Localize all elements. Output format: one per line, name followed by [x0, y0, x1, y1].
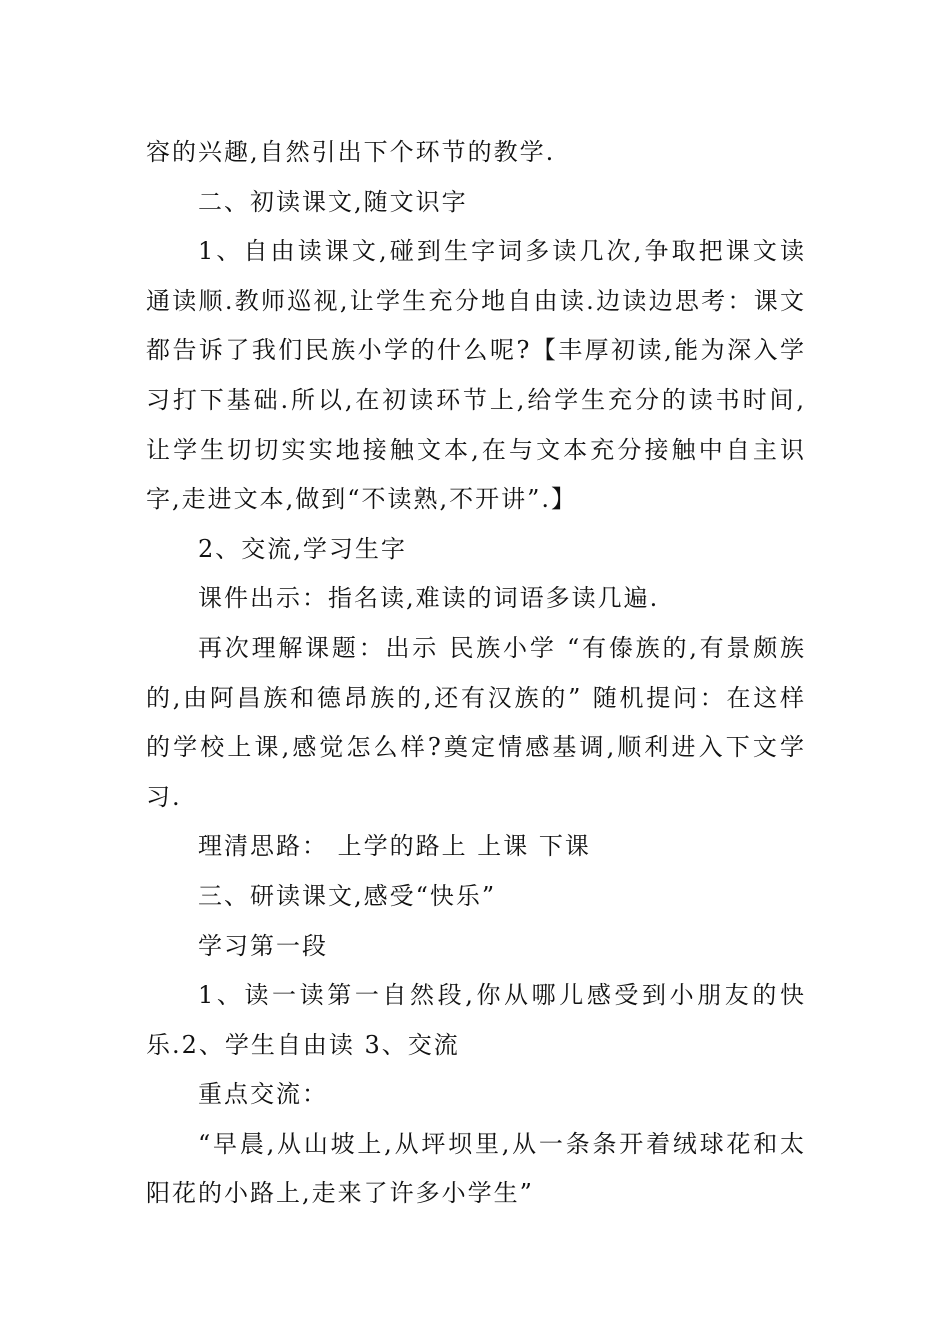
paragraph-continuation: 容的兴趣,自然引出下个环节的教学.: [146, 138, 556, 166]
paragraph-key-exchange: 重点交流：: [198, 1080, 328, 1109]
section-heading-2: 二、初读课文,随文识字: [198, 187, 468, 216]
paragraph-first-section: 学习第一段: [198, 931, 328, 960]
paragraph-reading-steps: 1、读一读第一自然段,你从哪儿感受到小朋友的快乐.2、学生自由读 3、交流: [146, 981, 806, 1059]
paragraph-quote: “早晨,从山坡上,从坪坝里,从一条条开着绒球花和太阳花的小路上,走来了许多小学生”: [146, 1129, 806, 1208]
paragraph-title-understanding: 再次理解课题：出示 民族小学 “有傣族的,有景颇族的,由阿昌族和德昂族的,还有汉族的” 随机提问：在这样的学校上课,感觉怎么样?奠定情感基调,顺利进入下文学习.: [146, 633, 806, 811]
paragraph-outline: 理清思路： 上学的路上 上课 下课: [198, 832, 591, 861]
section-heading-3: 三、研读课文,感受“快乐”: [198, 881, 497, 910]
document-body: [146, 128, 806, 1219]
paragraph-step-2: 2、交流,学习生字: [198, 534, 407, 563]
paragraph-step-1: 1、自由读课文,碰到生字词多读几次,争取把课文读通读顺.教师巡视,让学生充分地自由读.边读边思考：课文都告诉了我们民族小学的什么呢?【丰厚初读,能为深入学习打下基础.所以,在初读环节上,给学生充分的读书时间,让学生切切实实地接触文本,在与文本充分接触中自主识字,走进文本,做到“不读熟,不开讲”.】: [146, 237, 806, 514]
paragraph-courseware: 课件出示：指名读,难读的词语多读几遍.: [198, 584, 660, 613]
